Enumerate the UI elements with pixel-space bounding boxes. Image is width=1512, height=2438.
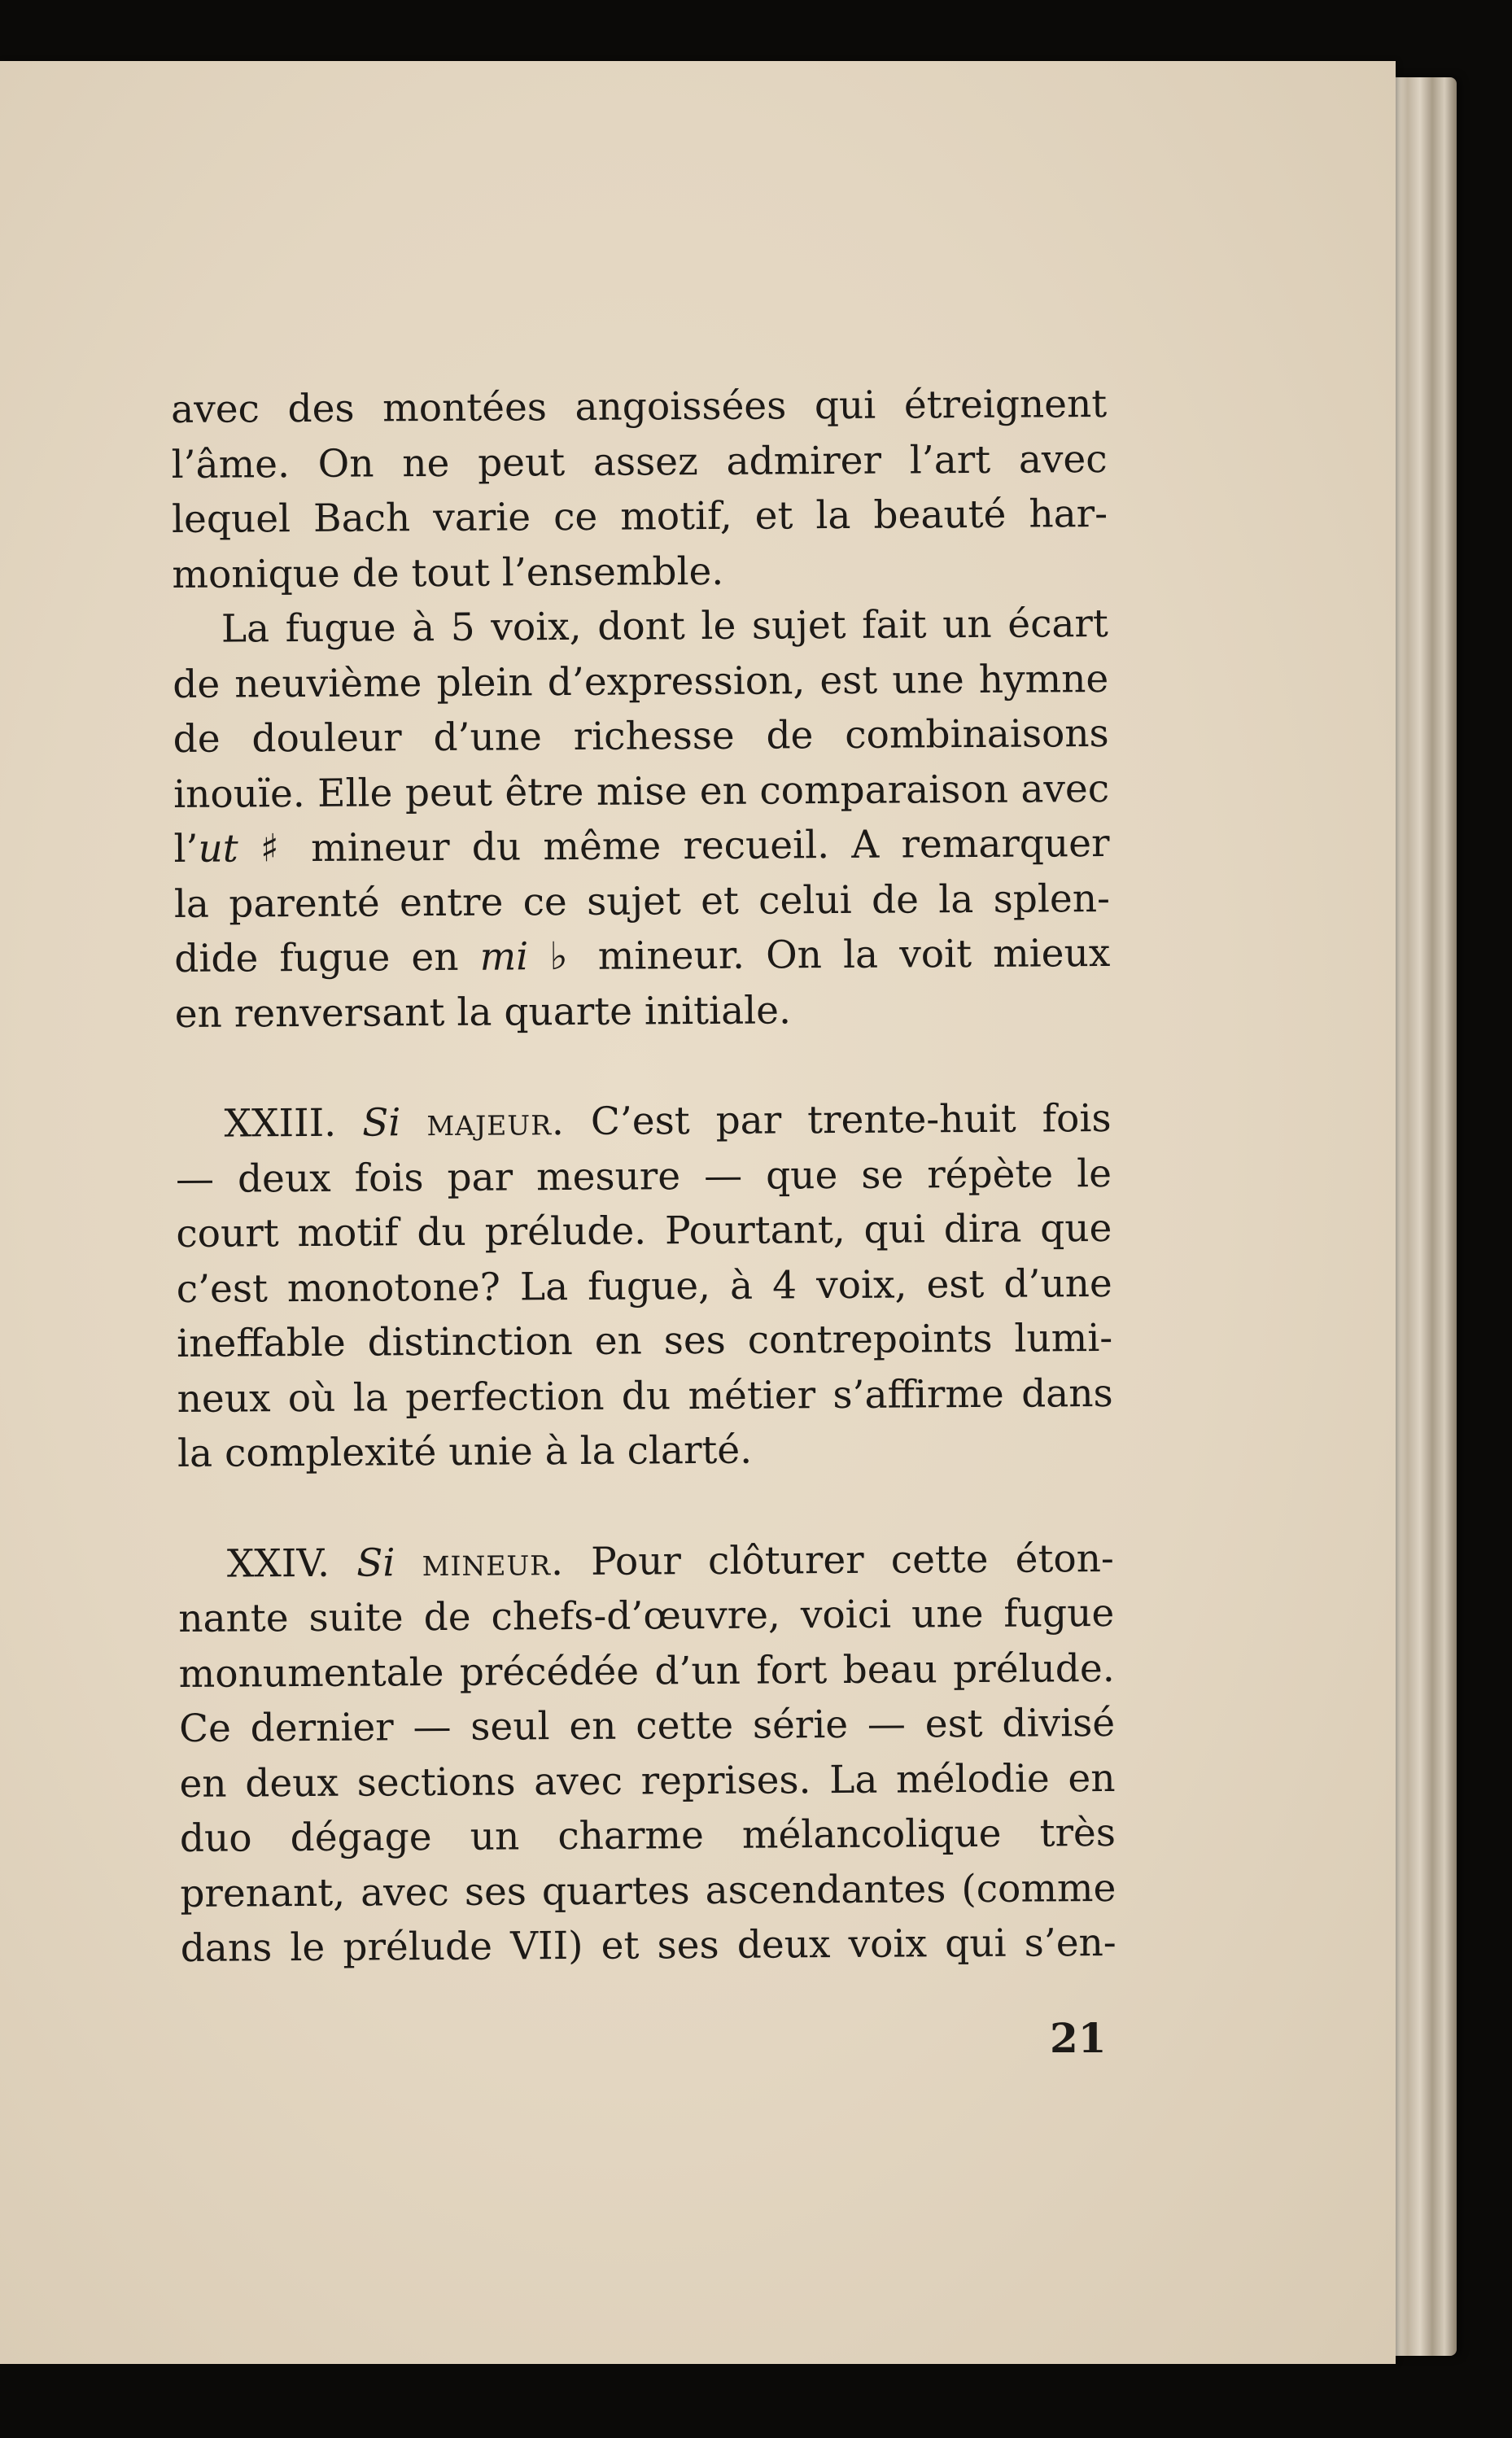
section-gap [177,1475,1113,1536]
sharp-symbol: ♯ [260,826,290,872]
section-heading-line [178,1531,1114,1592]
text-fragment: Pour clôturer cette éton- [563,1536,1115,1584]
text-line: avec des montées angoissées qui étreignent [171,381,1108,432]
text-line: la complexité unie à la clarté. [177,1427,753,1476]
text-line [174,926,1110,987]
text-fragment: dide fugue en [174,934,480,981]
text-line: ineffable distinction en ses contrepoints lumi- [177,1315,1113,1366]
text-line: — deux fois par mesure — que se répète le [175,1151,1112,1202]
text-line: c’est monotone? La fugue, à 4 voix, est d’une [176,1261,1112,1312]
paragraph-2 [173,596,1111,1042]
text-line: neux où la perfection du métier s’affirme dans [177,1370,1113,1422]
text-line: lequel Bach varie ce motif, et la beauté har- [171,491,1108,542]
italic-key: Si [356,1540,395,1586]
section-numeral: XXIV. [226,1540,330,1587]
text-line: court motif du prélude. Pourtant, qui dira que [176,1205,1112,1256]
text-line: duo dégage un charme mélancolique très [179,1810,1117,1861]
text-line: la parenté entre ce sujet et celui de la splen- [173,876,1111,927]
mode-label: majeur. [426,1099,566,1146]
text-line: prenant, avec ses quartes ascendantes (comme [180,1865,1117,1916]
text-line: de neuvième plein d’expression, est une hymne [173,656,1109,707]
book-page [0,61,1396,2364]
text-line: inouïe. Elle peut être mise en comparaison avec [173,766,1110,817]
page-number: 21 [1050,2014,1107,2062]
text-line: l’âme. On ne peut assez admirer l’art avec [171,436,1108,487]
mode-label: mineur. [422,1539,565,1585]
flat-symbol: ♭ [549,933,577,980]
text-line: La fugue à 5 voix, dont le sujet fait un écart [221,601,1109,652]
text-line: de douleur d’une richesse de combinaisons [173,710,1109,762]
section-24 [178,1531,1117,1976]
text-line: en deux sections avec reprises. La mélodie en [179,1755,1116,1807]
text-fragment: mineur du même recueil. A remarquer [288,820,1110,872]
section-heading-line [175,1091,1111,1152]
italic-key: mi [479,934,529,980]
text-line: Ce dernier — seul en cette série — est divisé [178,1700,1116,1751]
text-line: monumentale précédée d’un fort beau prélude. [178,1645,1115,1697]
section-numeral: XXIII. [224,1100,337,1147]
italic-key: ut [198,826,238,872]
text-line: dans le prélude VII) et ses deux voix qui s’en- [180,1920,1117,1971]
section-23 [175,1091,1113,1482]
text-line [173,816,1109,877]
text-fragment: mineur. On la voit mieux [576,930,1111,979]
text-line: nante suite de chefs-d’œuvre, voici une fugue [178,1590,1115,1641]
italic-key: Si [361,1100,401,1146]
text-fragment: C’est par trente-huit fois [564,1095,1112,1145]
text-fragment: l’ [173,826,199,872]
text-line: en renversant la quarte initiale. [174,987,792,1037]
text-line: monique de tout l’ensemble. [172,548,724,597]
paragraph-1 [171,377,1108,602]
section-gap [175,1036,1111,1097]
body-text [171,377,1117,1976]
